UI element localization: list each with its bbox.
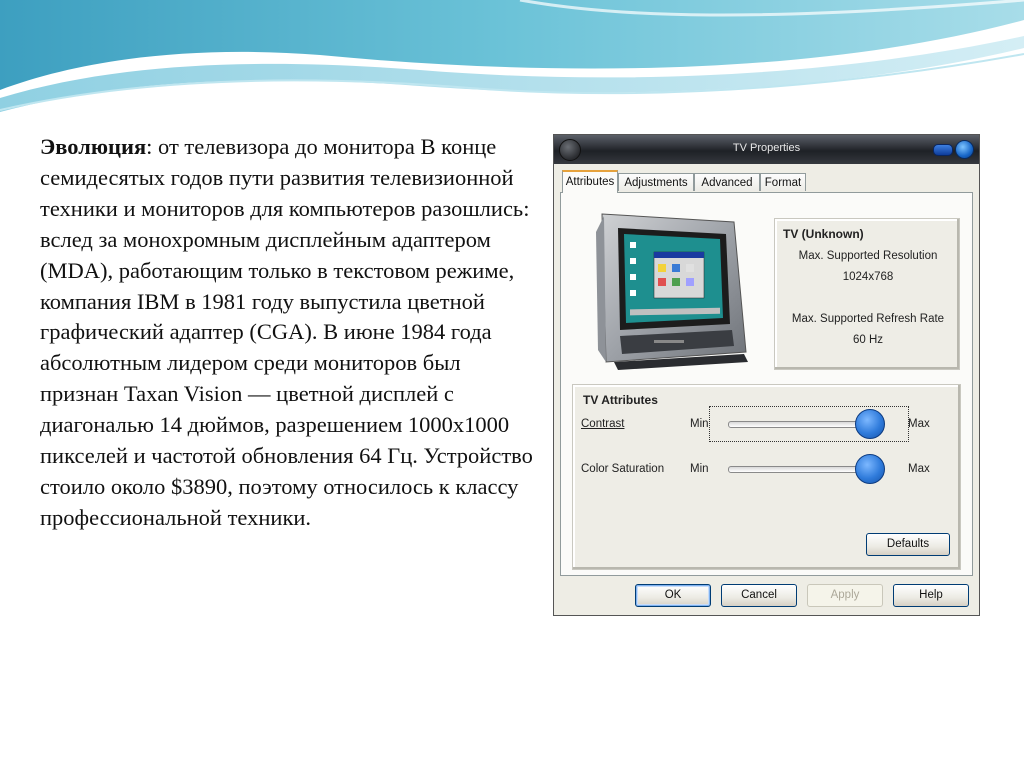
color-saturation-min-label: Min <box>690 463 709 475</box>
title-bar[interactable] <box>554 135 979 164</box>
attributes-panel <box>560 192 973 576</box>
defaults-button[interactable]: Defaults <box>866 533 950 556</box>
tab-adjustments[interactable]: Adjustments <box>618 173 694 191</box>
color-saturation-slider-thumb[interactable] <box>855 454 885 484</box>
slide-heading: Эволюция <box>40 134 147 159</box>
tab-advanced[interactable]: Advanced <box>694 173 760 191</box>
slide-paragraph: : от телевизора до монитора В конце семидесятых годов пути развития телевизионной техники и мониторов для компьютеров разошлись: вслед за монохромным дисплейным адаптером (MDA), работающим только в текстовом режиме, компания IBM в 1981 году выпустила цветной графический адаптер (CGA). В июне 1984 года абсолютным лидером среди мониторов был признан Taxan Vision — цветной дисплей с диагональю 14 дюймов, разрешением 1000х1000 пикселей и частотой обновления 64 Гц. Устройство стоило около $3890, поэтому относилось к классу профессиональной техники. <box>40 134 533 530</box>
contrast-slider-track[interactable] <box>728 421 876 428</box>
minimize-icon[interactable] <box>933 144 953 156</box>
slide-body-text <box>40 132 540 534</box>
color-saturation-slider-track[interactable] <box>728 466 876 473</box>
contrast-min-label: Min <box>690 418 709 430</box>
header-waves-decoration <box>0 0 1024 130</box>
tab-attributes[interactable]: Attributes <box>562 170 618 193</box>
tv-attributes-title: TV Attributes <box>583 393 658 407</box>
tv-info-box <box>774 218 960 370</box>
color-saturation-label: Color Saturation <box>581 463 665 475</box>
resolution-label: Max. Supported Resolution <box>798 250 938 262</box>
cancel-button[interactable]: Cancel <box>721 584 797 607</box>
contrast-label-text: Contrast <box>581 418 625 430</box>
close-icon[interactable] <box>955 140 974 159</box>
refresh-rate-value: 60 Hz <box>852 334 884 346</box>
help-button[interactable]: Help <box>893 584 969 607</box>
ok-button[interactable]: OK <box>635 584 711 607</box>
tv-attributes-group <box>572 384 961 570</box>
window-title: TV Properties <box>732 142 801 154</box>
tv-icon <box>594 212 754 370</box>
contrast-max-label: Max <box>908 418 930 430</box>
tv-properties-dialog <box>553 134 980 616</box>
tv-model-title: TV (Unknown) <box>783 227 864 241</box>
apply-button[interactable]: Apply <box>807 584 883 607</box>
contrast-slider-thumb[interactable] <box>855 409 885 439</box>
contrast-label <box>581 418 624 430</box>
color-saturation-max-label: Max <box>908 463 930 475</box>
refresh-rate-label: Max. Supported Refresh Rate <box>791 313 945 325</box>
tab-format[interactable]: Format <box>760 173 806 191</box>
resolution-value: 1024x768 <box>842 271 894 283</box>
